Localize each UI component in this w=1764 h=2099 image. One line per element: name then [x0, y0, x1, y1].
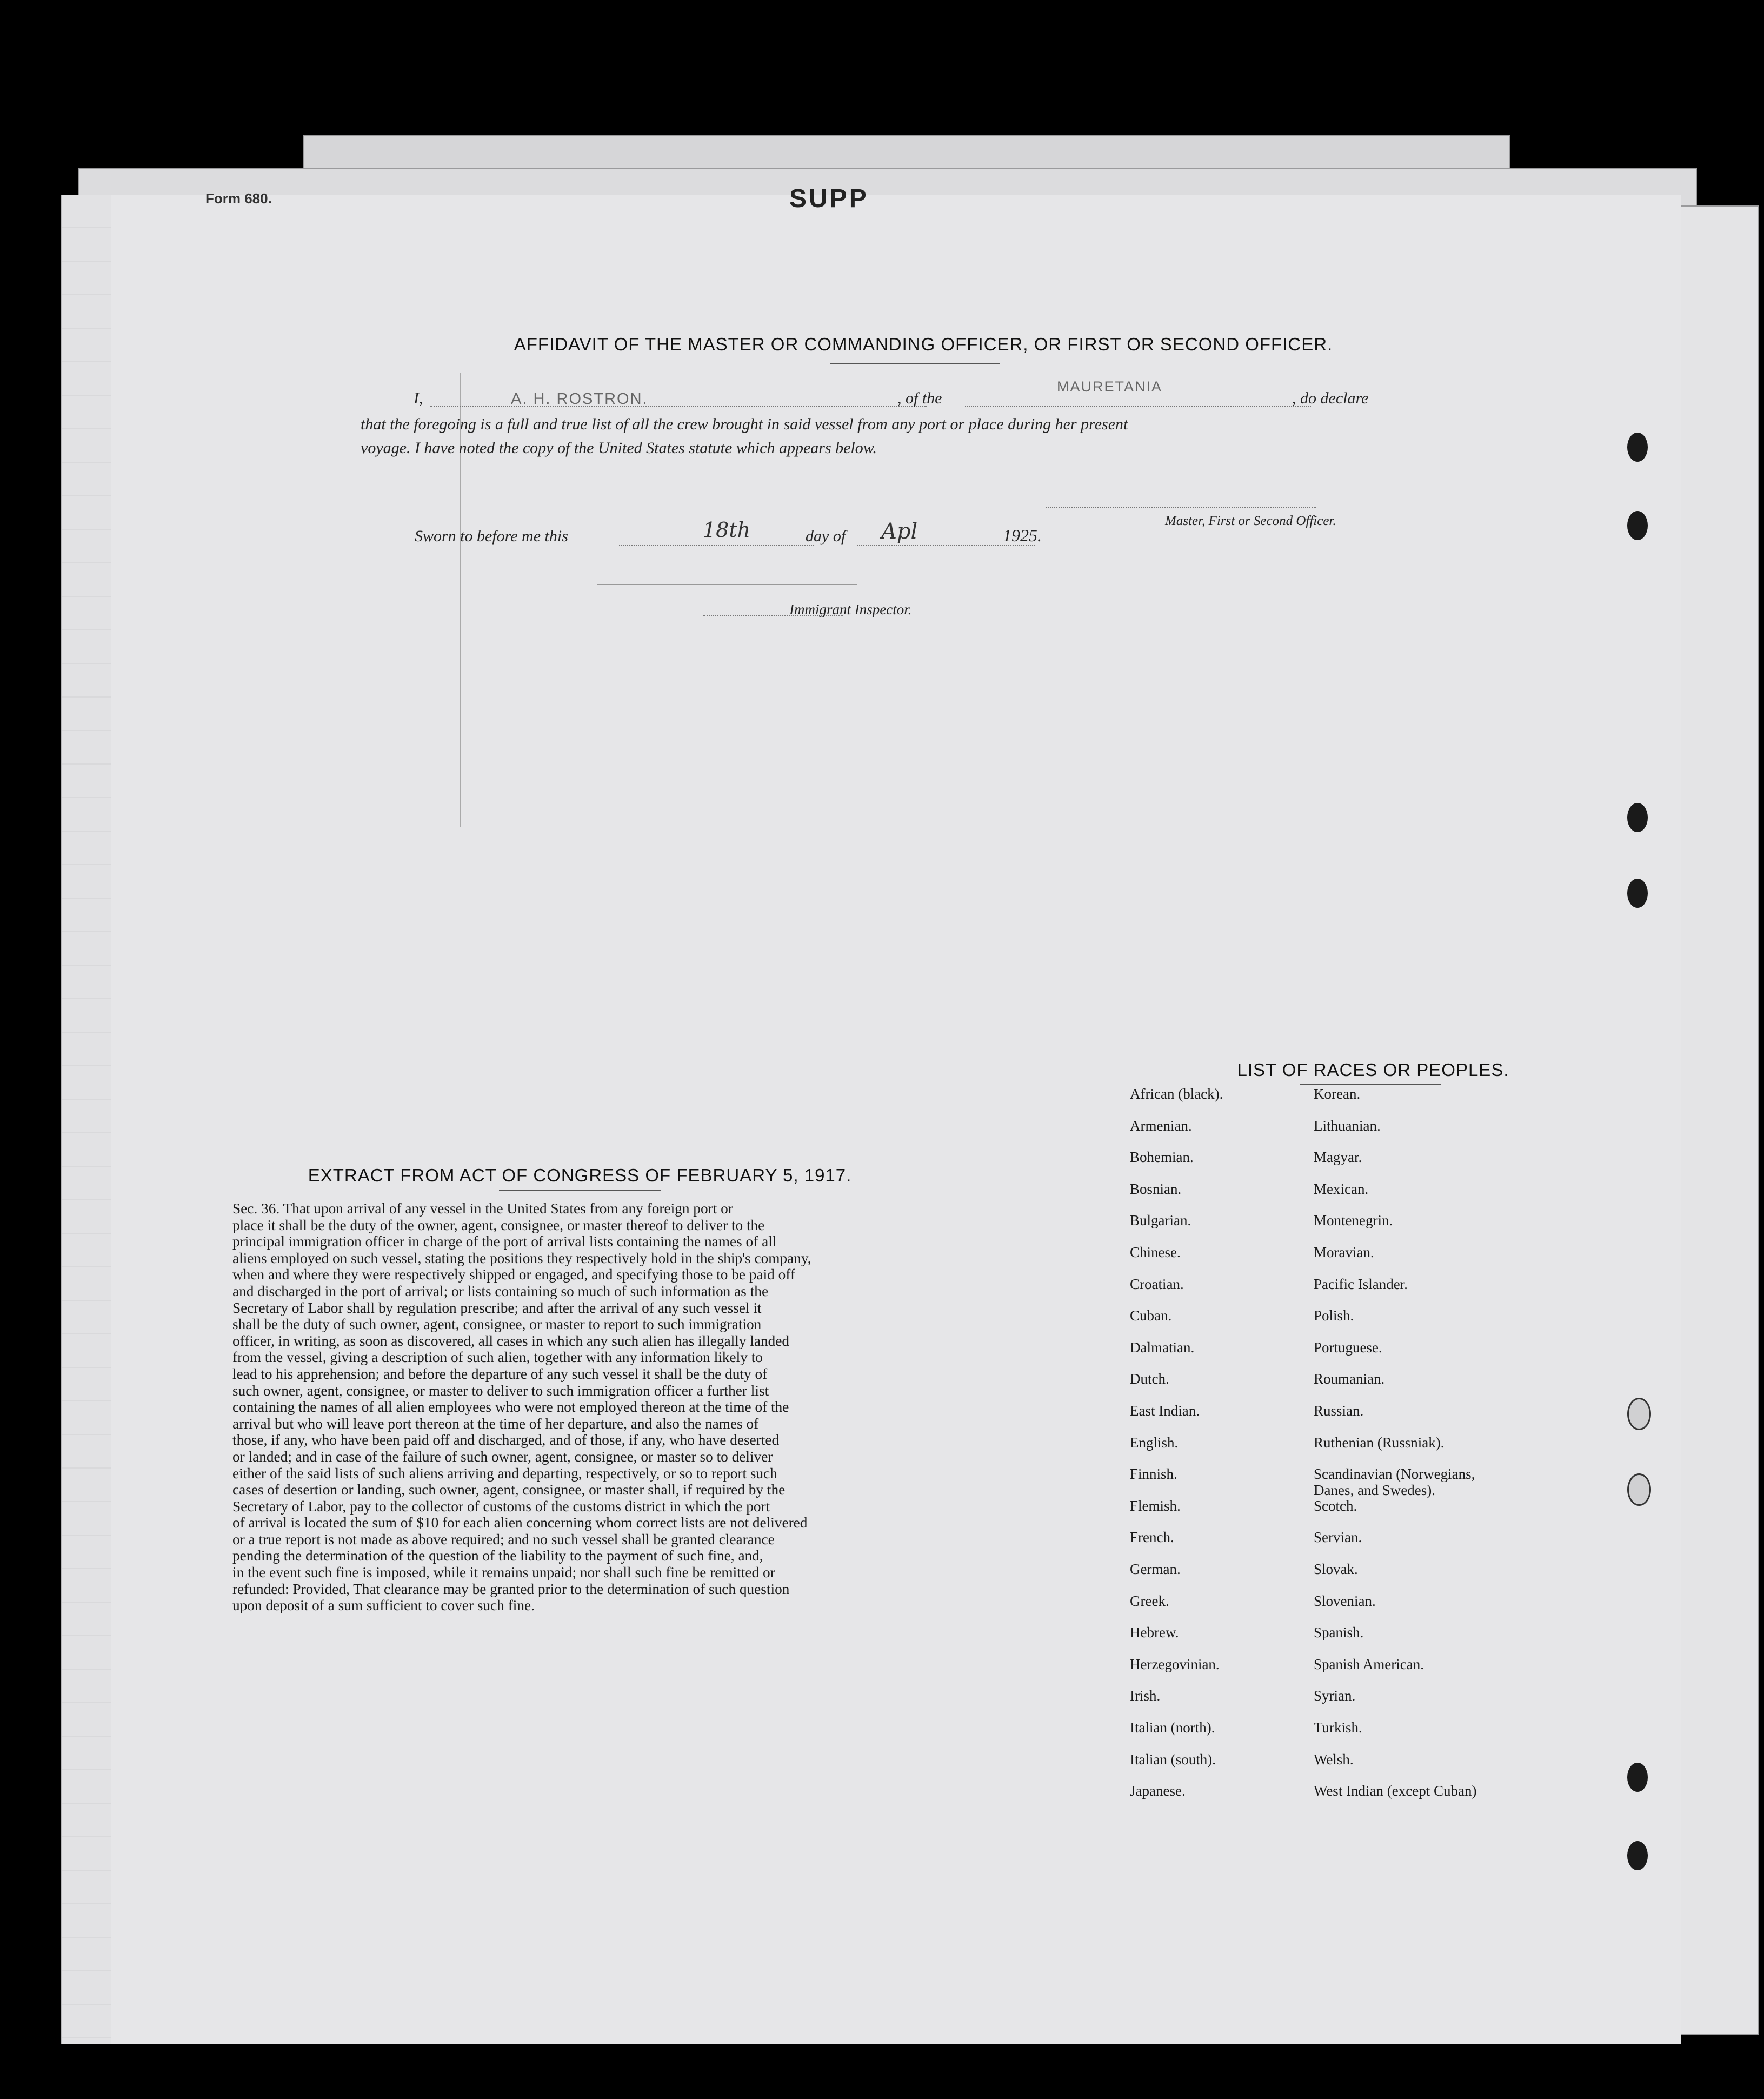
race-right-item: Moravian.: [1314, 1244, 1374, 1260]
races-title: LIST OF RACES OR PEOPLES.: [1237, 1060, 1509, 1080]
affidavit-line-3: voyage. I have noted the copy of the United States statute which appears below.: [361, 439, 877, 457]
binder-hole: [1627, 1398, 1651, 1430]
race-left-item: German.: [1130, 1561, 1181, 1577]
race-left-item: Italian (south).: [1130, 1751, 1216, 1768]
race-right-item: Spanish American.: [1314, 1656, 1424, 1672]
extract-title-rule: [499, 1190, 661, 1191]
binder-hole: [1627, 511, 1648, 540]
race-right-item: Portuguese.: [1314, 1339, 1382, 1356]
race-right-item: Spanish.: [1314, 1624, 1364, 1641]
race-left-item: Croatian.: [1130, 1276, 1184, 1292]
binder-hole: [1627, 433, 1648, 462]
race-right-item: Pacific Islander.: [1314, 1276, 1408, 1292]
race-right-item: Welsh.: [1314, 1751, 1354, 1768]
race-left-item: Bulgarian.: [1130, 1212, 1191, 1229]
form-number: Form 680.: [205, 190, 272, 207]
day-of-label: day of: [806, 527, 846, 545]
race-right-item: Mexican.: [1314, 1180, 1369, 1197]
sworn-month: Apl: [881, 519, 918, 544]
vessel-name-line: [965, 406, 1311, 407]
extract-title: EXTRACT FROM ACT OF CONGRESS OF FEBRUARY 5, 1917.: [308, 1165, 852, 1185]
binder-hole: [1627, 803, 1648, 832]
sworn-day: 18th: [703, 518, 751, 542]
binder-hole: [1627, 1763, 1648, 1792]
race-left-item: Japanese.: [1130, 1783, 1186, 1799]
race-left-item: French.: [1130, 1529, 1174, 1546]
sworn-label: Sworn to before me this: [415, 527, 568, 545]
master-signature-label: Master, First or Second Officer.: [1165, 514, 1336, 528]
binder-hole: [1627, 1473, 1651, 1506]
extract-body: Sec. 36. That upon arrival of any vessel in the United States from any foreign port or place it shall be the duty of the owner, agent, consignee, or master thereof to deliver to the principal immigration officer in charge of the port of arrival lists containing the names of all aliens employed on such vessel, stating the positions they respectively hold in the ship's company, when and where they were respectively shipped or engaged, and specifying those to be paid off and discharged in the port of arrival; or lists containing so much of such information as the Secretary of Labor shall by regulation prescribe; and after the arrival of any such vessel it shall be the duty of such owner, agent, consignee, or master to report to such immigration officer, in writing, as soon as discovered, all cases in which any such alien has illegally landed from the vessel, giving a description of such alien, together with any information likely to lead to his apprehension; and before the departure of any such vessel it shall be the duty of such owner, agent, consignee, or master to deliver to such immigration officer a further list containing the names of all alien employees who were not employed thereon at the time of the arrival but who will leave port thereon at the time of her departure, and also the names of those, if any, who have been paid off and discharged, and of those, if any, who have deserted or landed; and in case of the failure of such owner, agent, consignee, or master so to deliver either of the said lists of such aliens arriving and departing, respectively, or so to report such cases of desertion or landing, such owner, agent, consignee, or master shall, if required by the Secretary of Labor, pay to the collector of customs of the customs district in which the port of arrival is located the sum of $10 for each alien concerning whom correct lists are not delivered or a true report is not made as above required; and no such vessel shall be granted clearance pending the determination of the question of the liability to the payment of such fine, and, in the event such fine is imposed, while it remains unpaid; nor shall such fine be remitted or refunded: Provided, That clearance may be granted prior to the determination of such question upon deposit of a sum sufficient to cover such fine.: [232, 1200, 811, 1614]
binder-hole: [1627, 879, 1648, 908]
race-left-item: Flemish.: [1130, 1497, 1181, 1514]
race-left-item: Italian (north).: [1130, 1719, 1215, 1736]
race-right-item: Russian.: [1314, 1403, 1364, 1419]
race-right-item: Magyar.: [1314, 1149, 1362, 1166]
race-right-item: Slovenian.: [1314, 1592, 1376, 1609]
of-the-label: , of the: [897, 389, 942, 407]
race-left-item: East Indian.: [1130, 1403, 1200, 1419]
race-left-item: Hebrew.: [1130, 1624, 1179, 1641]
master-name: A. H. ROSTRON.: [511, 390, 648, 408]
master-name-line: [430, 406, 927, 407]
race-right-item: Servian.: [1314, 1529, 1362, 1546]
race-right-item: Ruthenian (Russniak).: [1314, 1434, 1445, 1451]
race-right-item: Turkish.: [1314, 1719, 1362, 1736]
day-line: [619, 545, 814, 546]
race-right-item: Korean.: [1314, 1086, 1361, 1102]
races-title-rule: [1300, 1084, 1441, 1085]
vessel-name: MAURETANIA: [1057, 378, 1163, 395]
binder-hole: [1627, 1841, 1648, 1870]
inspector-signature-rule: [597, 584, 857, 585]
race-right-item: Scotch.: [1314, 1497, 1357, 1514]
sworn-year: 1925.: [1003, 526, 1042, 545]
race-left-item: Armenian.: [1130, 1117, 1192, 1134]
race-left-item: Bosnian.: [1130, 1180, 1182, 1197]
document-page: [61, 184, 1681, 2044]
i-label: I,: [414, 389, 423, 407]
master-signature-line: [1046, 507, 1316, 508]
inspector-label: Immigrant Inspector.: [789, 601, 912, 617]
race-left-item: Dutch.: [1130, 1371, 1169, 1387]
race-left-item: Greek.: [1130, 1592, 1169, 1609]
race-left-item: Dalmatian.: [1130, 1339, 1195, 1356]
affidavit-title-rule: [830, 363, 1000, 364]
race-left-item: Irish.: [1130, 1688, 1161, 1704]
supplement-heading-fragment: SUPP: [789, 184, 869, 213]
do-declare-label: , do declare: [1292, 389, 1369, 407]
race-right-item: West Indian (except Cuban): [1314, 1783, 1477, 1799]
race-right-item: Roumanian.: [1314, 1371, 1385, 1387]
race-left-item: Bohemian.: [1130, 1149, 1194, 1166]
race-right-item: Polish.: [1314, 1307, 1354, 1324]
race-left-item: English.: [1130, 1434, 1179, 1451]
affidavit-line-2: that the foregoing is a full and true list of all the crew brought in said vessel from any port or place during her present: [361, 415, 1128, 433]
race-left-item: African (black).: [1130, 1086, 1223, 1102]
race-right-item: Scandinavian (Norwegians, Danes, and Swedes).: [1314, 1466, 1475, 1499]
race-left-item: Chinese.: [1130, 1244, 1181, 1260]
race-left-item: Cuban.: [1130, 1307, 1172, 1324]
left-margin-strip: [62, 195, 111, 2044]
race-right-item: Slovak.: [1314, 1561, 1358, 1577]
race-right-item: Montenegrin.: [1314, 1212, 1393, 1229]
race-right-item: Lithuanian.: [1314, 1117, 1381, 1134]
race-right-item: Syrian.: [1314, 1688, 1356, 1704]
race-left-item: Herzegovinian.: [1130, 1656, 1220, 1672]
race-left-item: Finnish.: [1130, 1466, 1177, 1483]
affidavit-title: AFFIDAVIT OF THE MASTER OR COMMANDING OFFICER, OR FIRST OR SECOND OFFICER.: [514, 334, 1333, 354]
